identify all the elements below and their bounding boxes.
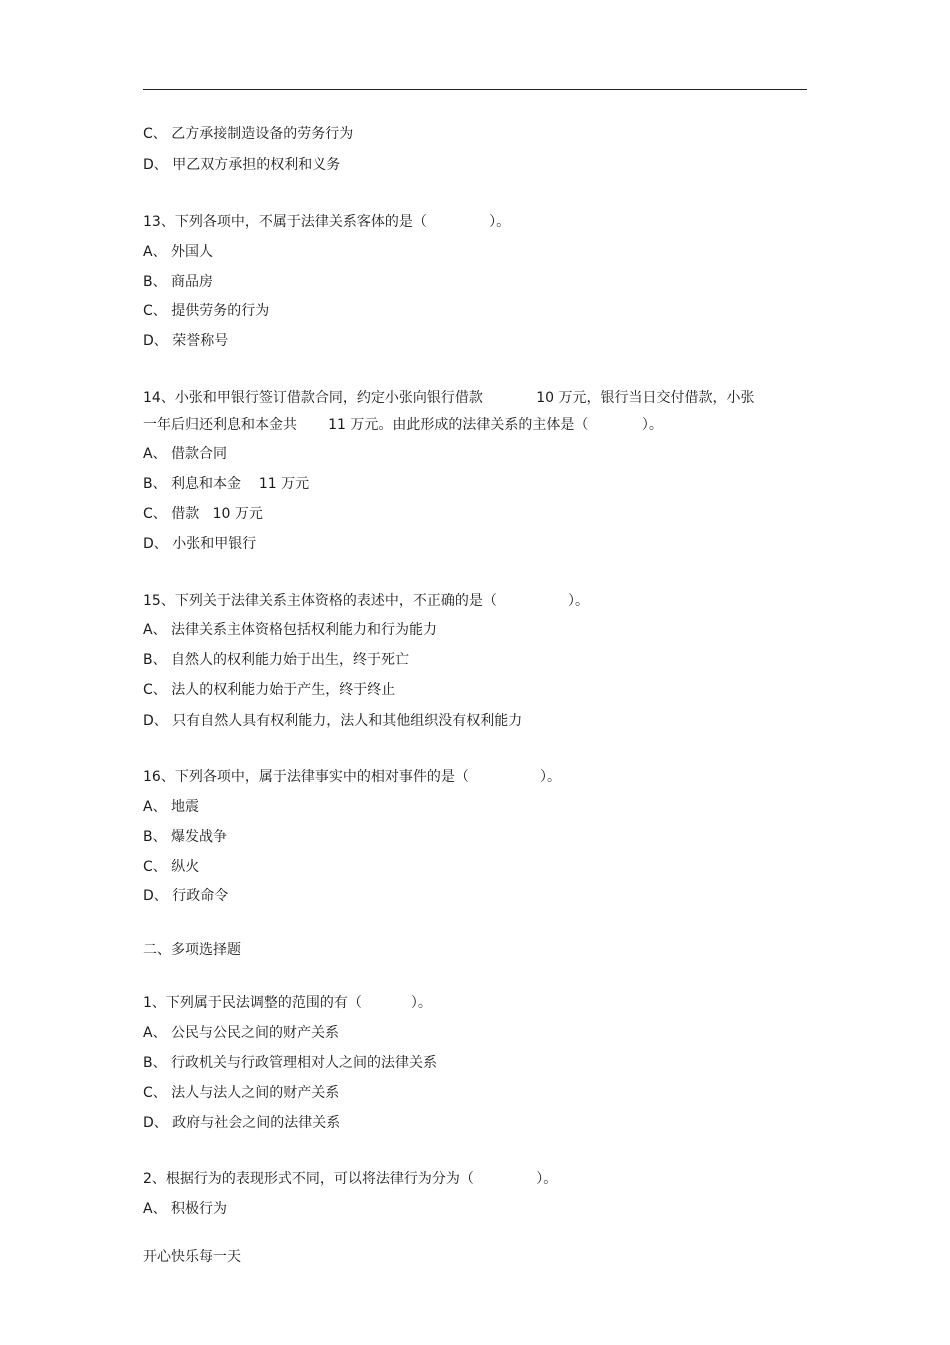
option-c: C、 纵火 — [143, 859, 200, 875]
option-b: B、 自然人的权利能力始于出生，终于死亡 — [143, 652, 410, 668]
option-b: B、 爆发战争 — [143, 829, 228, 845]
option-c: C、 法人的权利能力始于产生，终于终止 — [143, 682, 396, 698]
option-a: A、 借款合同 — [143, 446, 228, 462]
question-15: 15、下列关于法律关系主体资格的表述中，不正确的是（ ）。 — [143, 593, 590, 609]
header-rule — [143, 89, 807, 90]
option-b: B、 利息和本金 11 万元 — [143, 476, 310, 492]
option-c: C、 法人与法人之间的财产关系 — [143, 1085, 340, 1101]
option-d: D、 行政命令 — [143, 888, 229, 904]
option-a: A、 法律关系主体资格包括权利能力和行为能力 — [143, 622, 438, 638]
option-a: A、 地震 — [143, 799, 200, 815]
page-footer: 开心快乐每一天 — [143, 1249, 241, 1265]
option-c: C、 提供劳务的行为 — [143, 303, 270, 319]
option-c: C、 借款 10 万元 — [143, 506, 263, 522]
question-2: 2、根据行为的表现形式不同，可以将法律行为分为（ ）。 — [143, 1171, 558, 1187]
question-1: 1、下列属于民法调整的范围的有（ ）。 — [143, 995, 432, 1011]
option-a: A、 积极行为 — [143, 1201, 228, 1217]
question-14-line-2: 一年后归还利息和本金共 11 万元。由此形成的法律关系的主体是（ ）。 — [143, 417, 663, 433]
option-a: A、 外国人 — [143, 244, 214, 260]
question-16: 16、下列各项中，属于法律事实中的相对事件的是（ ）。 — [143, 769, 562, 785]
section-heading: 二、多项选择题 — [143, 942, 241, 958]
question-13: 13、下列各项中，不属于法律关系客体的是（ ）。 — [143, 214, 511, 230]
option-d: D、 荣誉称号 — [143, 333, 229, 349]
option-b: B、 商品房 — [143, 274, 214, 290]
option-d: D、 小张和甲银行 — [143, 536, 257, 552]
option-d: D、 甲乙双方承担的权利和义务 — [143, 157, 341, 173]
option-a: A、 公民与公民之间的财产关系 — [143, 1025, 340, 1041]
question-14: 14、小张和甲银行签订借款合同，约定小张向银行借款 10 万元，银行当日交付借款，小张 — [143, 390, 755, 406]
option-b: B、 行政机关与行政管理相对人之间的法律关系 — [143, 1055, 438, 1071]
option-c: C、 乙方承接制造设备的劳务行为 — [143, 126, 354, 142]
option-d: D、 政府与社会之间的法律关系 — [143, 1115, 341, 1131]
option-d: D、 只有自然人具有权利能力，法人和其他组织没有权利能力 — [143, 713, 523, 729]
